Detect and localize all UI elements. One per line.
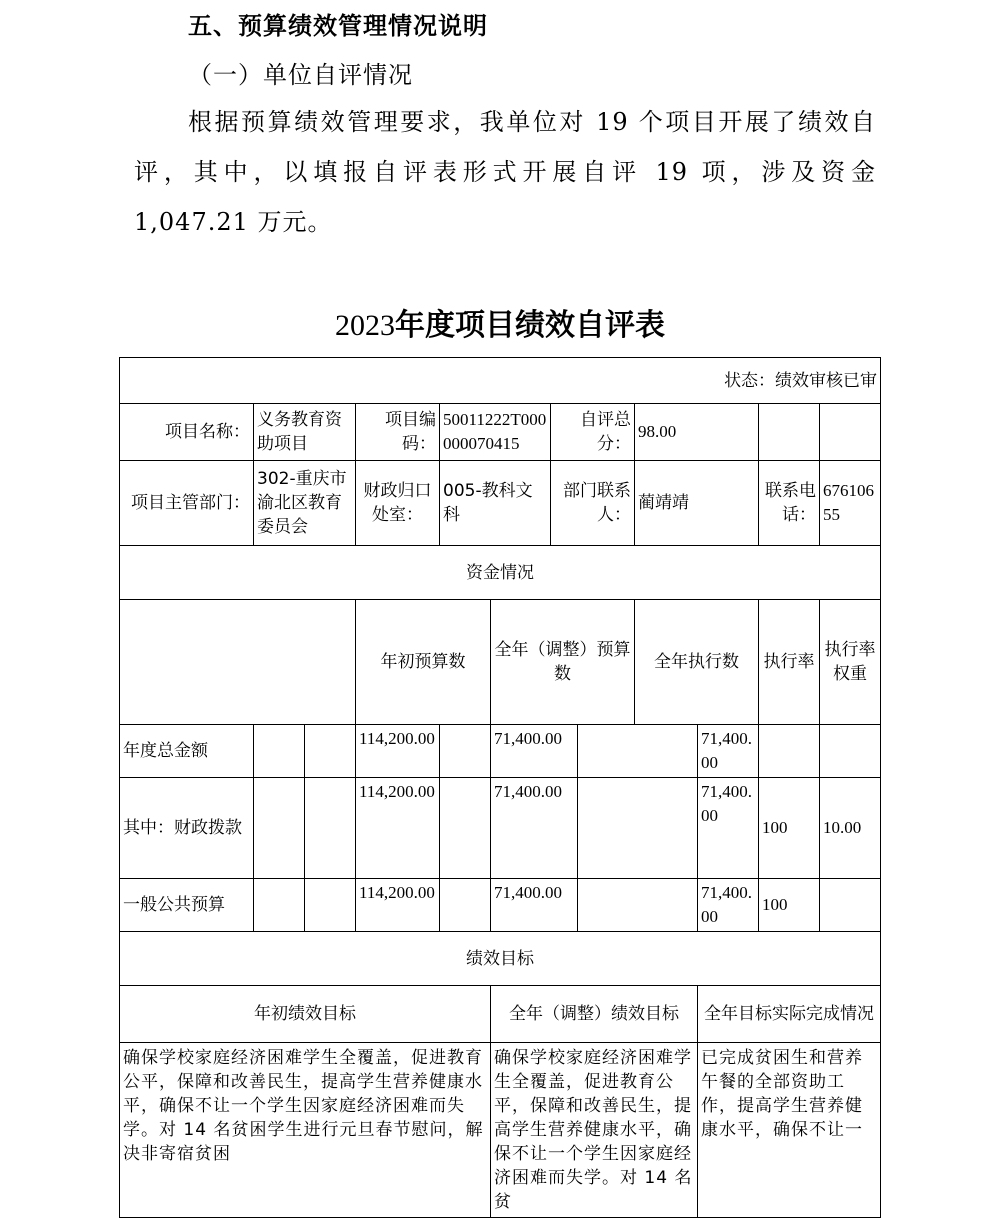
status-cell: 状态：绩效审核已审: [120, 358, 881, 404]
col-weight-header: 执行率权重: [820, 600, 881, 725]
goal-adjusted-text: 确保学校家庭经济困难学生全覆盖，促进教育公平，保障和改善民生，提高学生营养健康水平，确保不让一个学生因家庭经济困难而失学。对 14 名贫: [491, 1043, 698, 1218]
phone-value: 67610655: [820, 461, 881, 546]
summary-paragraph: [134, 97, 876, 247]
empty-cell: [305, 778, 356, 879]
col-rate-header: 执行率: [759, 600, 820, 725]
phone-label: 联系电话：: [759, 461, 820, 546]
goal-adjusted-header: 全年（调整）绩效目标: [491, 986, 698, 1043]
empty-cell: [759, 404, 820, 461]
goal-actual-text: 已完成贫困生和营养午餐的全部资助工作，提高学生营养健康水平，确保不让一: [698, 1043, 881, 1218]
empty-cell: [578, 879, 698, 932]
score-value: 98.00: [635, 404, 759, 461]
table-title: [0, 300, 1000, 344]
dept-label: 项目主管部门：: [120, 461, 254, 546]
empty-cell: [440, 725, 491, 778]
table-row: [120, 778, 881, 879]
row-label: 其中：财政拨款: [120, 778, 254, 879]
empty-cell: [440, 778, 491, 879]
empty-cell: [120, 600, 356, 725]
goal-initial-header: 年初绩效目标: [120, 986, 491, 1043]
empty-cell: [578, 725, 698, 778]
row-executed: 71,400.00: [698, 778, 759, 879]
table-row: [120, 879, 881, 932]
col-executed-header: 全年执行数: [635, 600, 759, 725]
project-code-value: 50011222T000000070415: [440, 404, 551, 461]
finance-value: 005-教科文科: [440, 461, 551, 546]
section-heading: 五、预算绩效管理情况说明: [188, 12, 488, 40]
table-title-text: 年度项目绩效自评表: [395, 308, 665, 343]
table-title-year: 2023: [335, 309, 395, 342]
row-adjusted: 71,400.00: [491, 879, 578, 932]
empty-cell: [578, 778, 698, 879]
row-executed: 71,400.00: [698, 879, 759, 932]
row-rate: [759, 725, 820, 778]
row-initial: 114,200.00: [356, 725, 440, 778]
dept-value: 302-重庆市渝北区教育委员会: [254, 461, 356, 546]
empty-cell: [305, 725, 356, 778]
contact-value: 蔺靖靖: [635, 461, 759, 546]
row-label: 一般公共预算: [120, 879, 254, 932]
empty-cell: [305, 879, 356, 932]
empty-cell: [440, 879, 491, 932]
perf-header: 绩效目标: [120, 932, 881, 986]
paragraph-line: 1,047.21 万元。: [134, 208, 333, 236]
finance-label: 财政归口处室：: [356, 461, 440, 546]
section-subheading: （一）单位自评情况: [188, 61, 413, 89]
paragraph-line: 评，其中，以填报自评表形式开展自评 19 项，涉及资金: [134, 158, 876, 186]
row-weight: 10.00: [820, 778, 881, 879]
empty-cell: [254, 778, 305, 879]
row-rate: 100: [759, 879, 820, 932]
goal-initial-text: 确保学校家庭经济困难学生全覆盖，促进教育公平，保障和改善民生，提高学生营养健康水平，确保不让一个学生因家庭经济困难而失学。对 14 名贫困学生进行元旦春节慰问，解决非寄宿贫困: [120, 1043, 491, 1218]
row-executed: 71,400.00: [698, 725, 759, 778]
goal-actual-header: 全年目标实际完成情况: [698, 986, 881, 1043]
evaluation-table: [119, 357, 881, 1218]
row-adjusted: 71,400.00: [491, 778, 578, 879]
empty-cell: [254, 725, 305, 778]
col-adjusted-header: 全年（调整）预算数: [491, 600, 635, 725]
project-code-label: 项目编码：: [356, 404, 440, 461]
row-label: 年度总金额: [120, 725, 254, 778]
table-row: [120, 725, 881, 778]
row-weight: [820, 879, 881, 932]
row-rate: 100: [759, 778, 820, 879]
score-label: 自评总分：: [551, 404, 635, 461]
paragraph-line: 根据预算绩效管理要求，我单位对 19 个项目开展了绩效自: [188, 108, 876, 136]
empty-cell: [820, 404, 881, 461]
col-initial-header: 年初预算数: [356, 600, 491, 725]
contact-label: 部门联系人：: [551, 461, 635, 546]
row-weight: [820, 725, 881, 778]
project-name-label: 项目名称：: [120, 404, 254, 461]
empty-cell: [254, 879, 305, 932]
funds-header: 资金情况: [120, 546, 881, 600]
row-adjusted: 71,400.00: [491, 725, 578, 778]
row-initial: 114,200.00: [356, 778, 440, 879]
project-name-value: 义务教育资助项目: [254, 404, 356, 461]
row-initial: 114,200.00: [356, 879, 440, 932]
